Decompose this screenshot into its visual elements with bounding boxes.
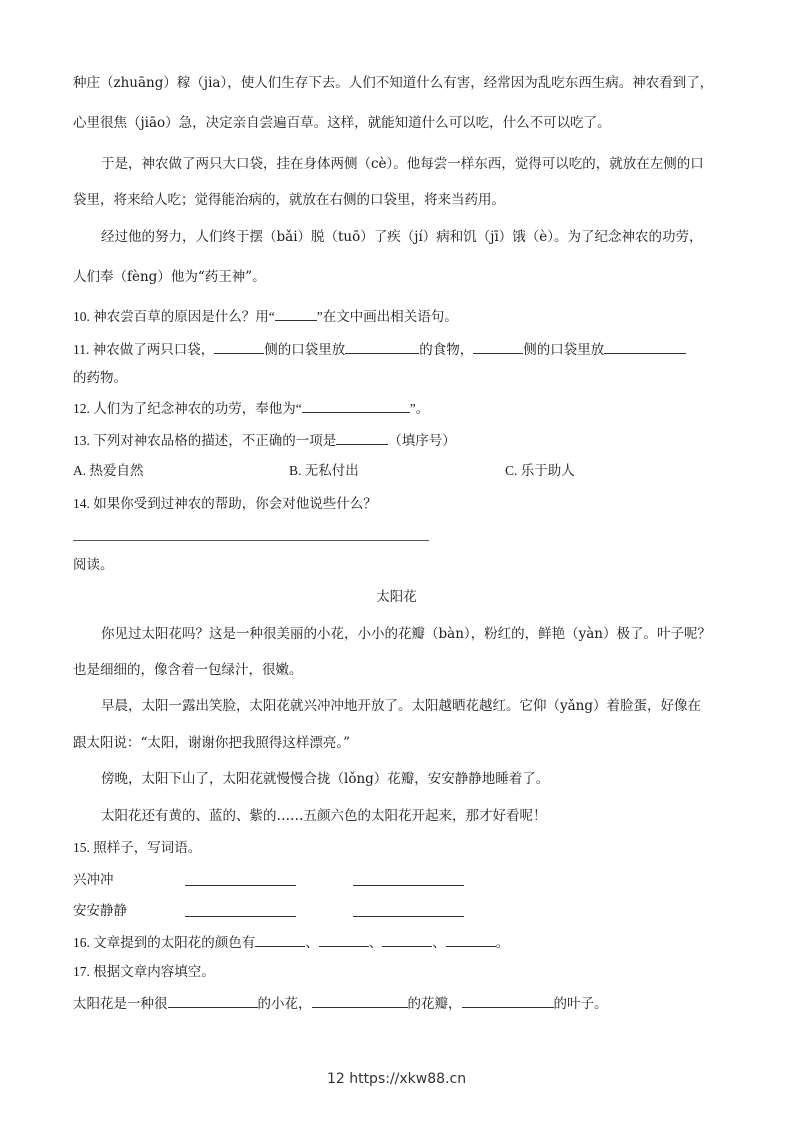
- answer-blank[interactable]: [275, 306, 317, 321]
- answer-blank[interactable]: [353, 884, 464, 886]
- question-14: 14. 如果你受到过神农的帮助，你会对他说些什么？: [73, 496, 377, 511]
- passage1-line: 于是，神农做了两只大口袋，挂在身体两侧（cè）。他每尝一样东西，觉得可以吃的，就放在左侧的口: [101, 156, 704, 172]
- answer-blank[interactable]: [446, 932, 496, 947]
- option-a[interactable]: A. 热爱自然: [73, 463, 144, 478]
- question-11-text: 侧的口袋里放: [523, 342, 605, 357]
- answer-blank[interactable]: [319, 932, 369, 947]
- passage1-line: 袋里，将来给人吃；觉得能治病的，就放在右侧的口袋里，将来当药用。: [73, 192, 505, 208]
- question-13-text: 13. 下列对神农品格的描述，不正确的一项是: [73, 433, 337, 448]
- separator: 、: [432, 935, 446, 950]
- passage2-title: 太阳花: [376, 589, 417, 605]
- question-12-text-end: ”。: [409, 401, 430, 416]
- question-13: [73, 430, 733, 451]
- answer-blank[interactable]: [336, 430, 388, 445]
- question-10-text-end: ”在文中画出相关语句。: [316, 309, 458, 324]
- answer-blank[interactable]: [214, 339, 264, 354]
- passage1-line: 经过他的努力，人们终于摆（bǎi）脱（tuō）了疾（jí）病和饥（jī）饿（è）。为了纪念神农的功劳，: [101, 229, 703, 245]
- answer-blank[interactable]: [604, 339, 686, 354]
- question-17-text: 太阳花是一种很: [73, 996, 168, 1011]
- passage2-line: 你见过太阳花吗？这是一种很美丽的小花，小小的花瓣（bàn），粉红的，鲜艳（yàn）极了。叶子呢？: [101, 626, 712, 642]
- passage2-line: 跟太阳说：“太阳，谢谢你把我照得这样漂亮。”: [73, 735, 351, 751]
- question-17: 17. 根据文章内容填空。: [73, 964, 215, 979]
- question-16-text: 16. 文章提到的太阳花的颜色有: [73, 935, 256, 950]
- question-16-text-end: 。: [495, 935, 510, 950]
- passage2-line: 早晨，太阳一露出笑脸，太阳花就兴冲冲地开放了。太阳越晒花越红。它仰（yǎng）着脸蛋，好像在: [101, 698, 702, 714]
- question-12: [73, 398, 733, 419]
- answer-blank[interactable]: [185, 884, 296, 886]
- question-17-text: 的叶子。: [553, 996, 608, 1011]
- separator: 、: [368, 935, 383, 950]
- question-10: [73, 306, 733, 327]
- answer-blank[interactable]: [168, 993, 258, 1008]
- question-17-text: 的花瓣，: [407, 996, 462, 1011]
- option-b[interactable]: B. 无私付出: [289, 463, 359, 478]
- reading-label: 阅读。: [73, 557, 114, 572]
- question-12-text: 12. 人们为了纪念神农的功劳，奉他为“: [73, 401, 302, 416]
- answer-line[interactable]: [73, 540, 429, 541]
- question-11-cont: 的药物。: [73, 370, 127, 385]
- question-13-text-end: （填序号）: [388, 433, 456, 448]
- question-11-text: 11. 神农做了两只口袋，: [73, 342, 215, 357]
- question-17-text: 的小花，: [257, 996, 312, 1011]
- answer-blank[interactable]: [473, 339, 523, 354]
- answer-blank[interactable]: [312, 993, 408, 1008]
- passage1-line: 心里很焦（jiāo）急，决定亲自尝遍百草。这样，就能知道什么可以吃，什么不可以吃了。: [73, 115, 611, 131]
- answer-blank[interactable]: [302, 398, 410, 413]
- question-11-text: 侧的口袋里放: [264, 342, 346, 357]
- answer-blank[interactable]: [382, 932, 432, 947]
- question-10-text: 10. 神农尝百草的原因是什么？用“: [73, 309, 275, 324]
- answer-blank[interactable]: [462, 993, 554, 1008]
- question-11-text: 的食物，: [419, 342, 474, 357]
- answer-blank[interactable]: [185, 915, 296, 917]
- answer-blank[interactable]: [255, 932, 305, 947]
- page-footer: 12 https://xkw88.cn: [326, 1071, 467, 1087]
- passage2-line: 也是细细的，像含着一包绿汁，很嫩。: [73, 662, 303, 678]
- question-17-fill: [73, 993, 733, 1014]
- passage2-line: 太阳花还有黄的、蓝的、紫的……五颜六色的太阳花开起来，那才好看呢！: [101, 808, 547, 824]
- passage2-line: 傍晚，太阳下山了，太阳花就慢慢合拢（lǒng）花瓣，安安静静地睡着了。: [101, 771, 550, 787]
- question-16: [73, 932, 733, 953]
- sample-word: 兴冲冲: [73, 872, 114, 887]
- question-11: [73, 339, 733, 360]
- answer-blank[interactable]: [345, 339, 419, 354]
- answer-blank[interactable]: [353, 915, 464, 917]
- passage1-line: 人们奉（fèng）他为“药王神”。: [73, 269, 266, 285]
- passage1-line: 种庄（zhuāng）稼（jia），使人们生存下去。人们不知道什么有害，经常因为乱吃东西生病。神农看到了，: [73, 75, 714, 91]
- question-15: 15. 照样子，写词语。: [73, 840, 202, 855]
- option-c[interactable]: C. 乐于助人: [505, 463, 575, 478]
- sample-word: 安安静静: [73, 903, 127, 918]
- separator: 、: [305, 935, 319, 950]
